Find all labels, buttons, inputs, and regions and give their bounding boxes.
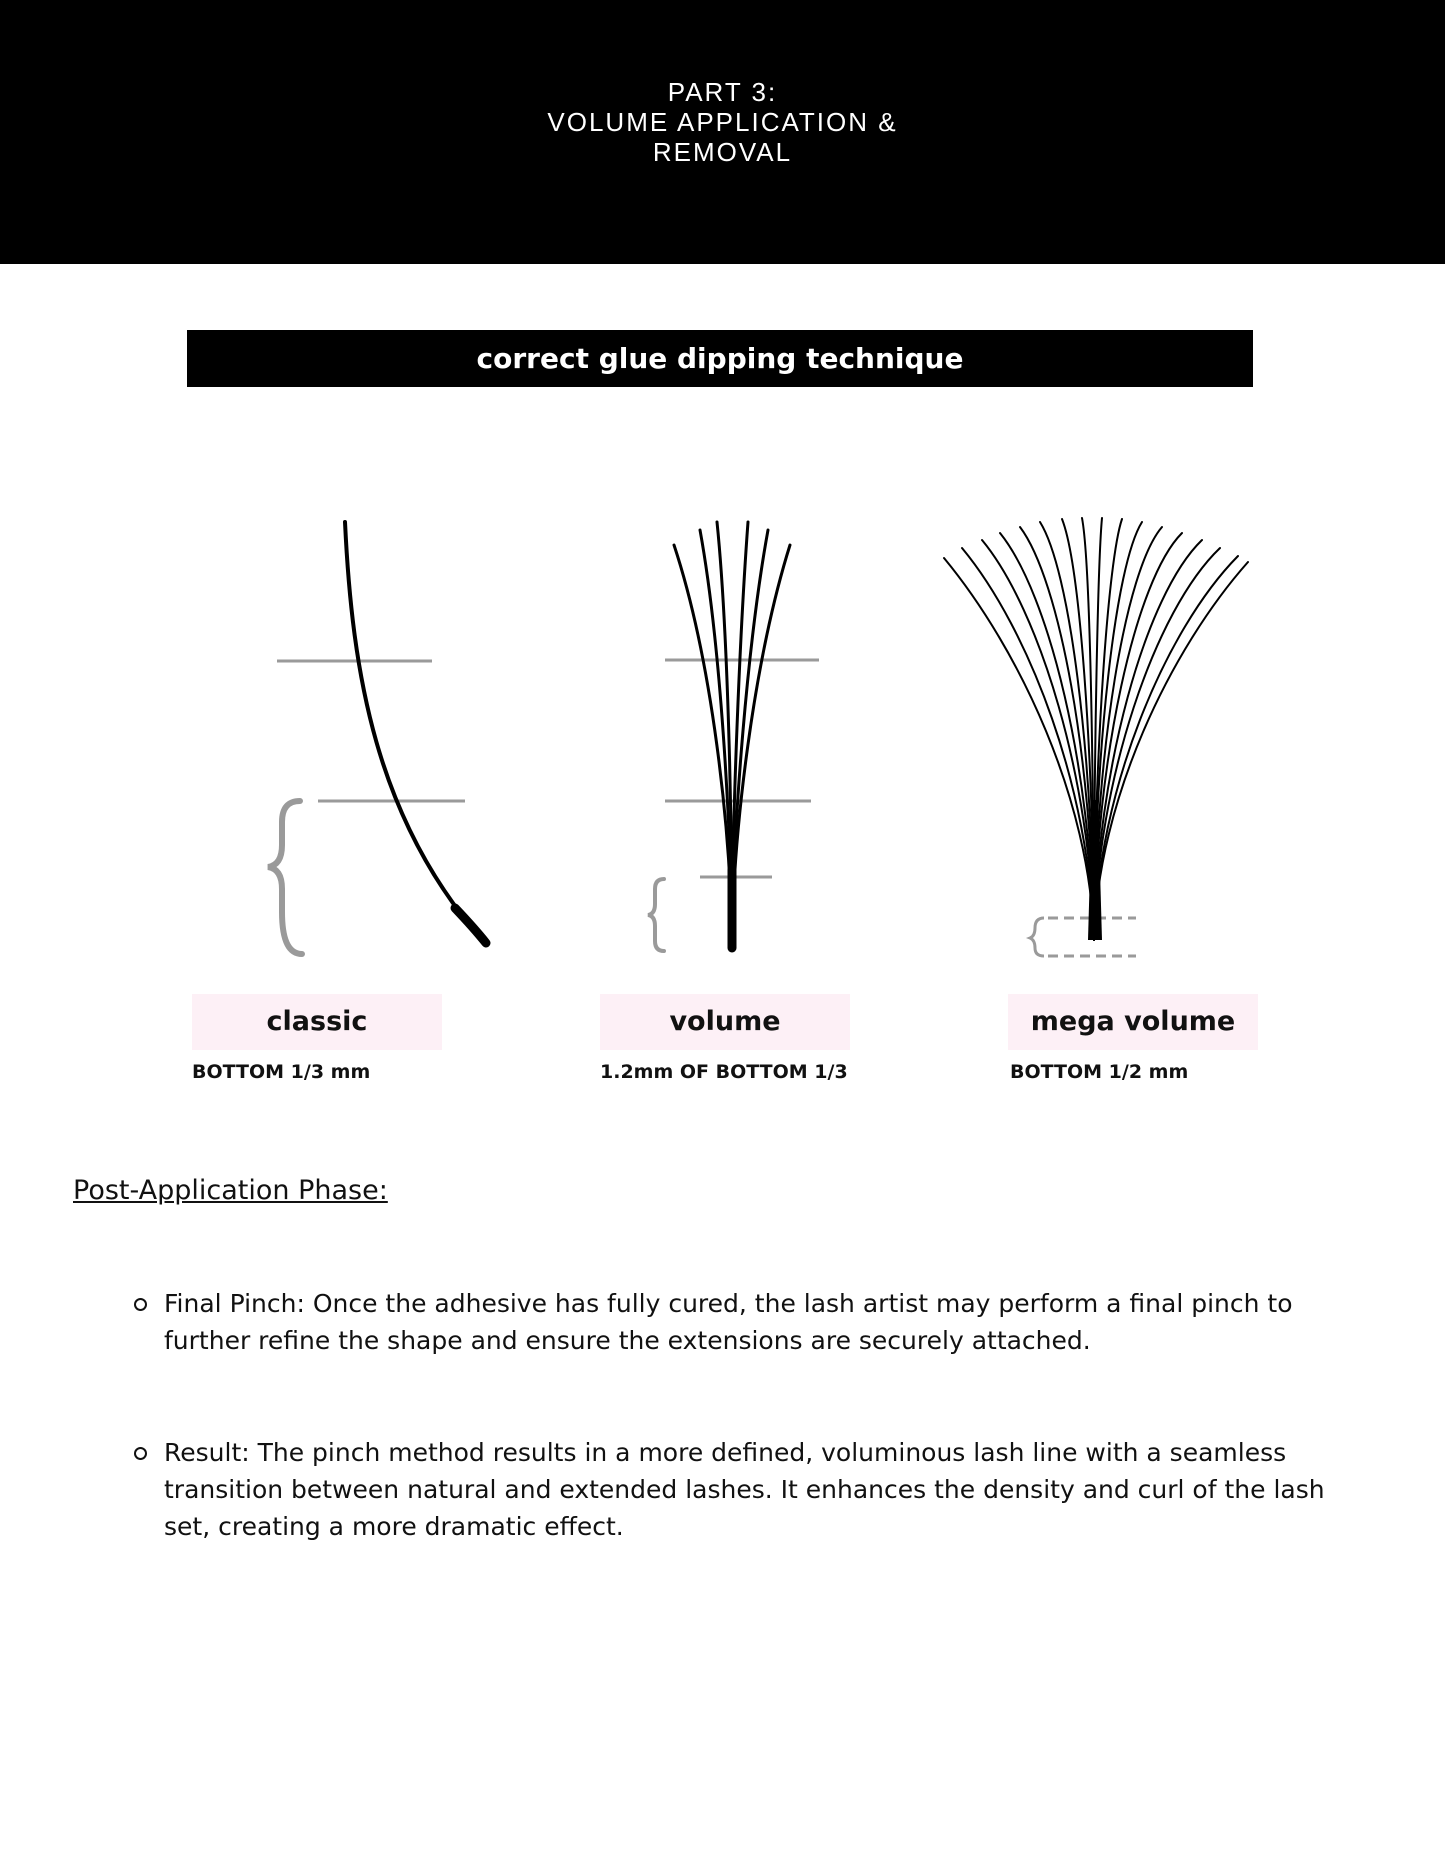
section-banner: correct glue dipping technique <box>187 330 1253 387</box>
mega-volume-bracket <box>1030 918 1044 956</box>
technique-detail-mega-volume: BOTTOM 1/2 mm <box>1010 1061 1189 1083</box>
header-title-line-1: PART 3: <box>667 77 778 107</box>
bullet-text: Result: The pinch method results in a more defined, voluminous lash line with a seamless transition between natural and extended lashes. It enhances the density and curl of the lash set, creating a more dramatic effect. <box>164 1438 1325 1541</box>
bullet-circle-icon <box>134 1447 147 1460</box>
technique-detail-volume: 1.2mm OF BOTTOM 1/3 <box>600 1061 848 1083</box>
classic-brace-icon <box>268 801 302 954</box>
volume-brace-icon <box>648 879 664 951</box>
technique-label-volume: volume <box>600 994 850 1050</box>
classic-lash-illustration <box>268 522 486 954</box>
header-title-line-3: REMOVAL <box>652 137 793 167</box>
bullet-list <box>126 1285 1366 1545</box>
lash-illustrations <box>0 500 1445 970</box>
technique-label-classic: classic <box>192 994 442 1050</box>
bullet-item <box>126 1434 1366 1545</box>
mega-volume-lash-illustration <box>944 518 1248 956</box>
bullet-circle-icon <box>134 1298 147 1311</box>
classic-lash-base <box>455 908 486 943</box>
technique-label-mega-volume: mega volume <box>1008 994 1258 1050</box>
header-title <box>0 77 1445 167</box>
bullet-item <box>126 1285 1366 1359</box>
classic-lash <box>345 522 485 943</box>
header-title-line-2: VOLUME APPLICATION & <box>547 107 898 137</box>
volume-lash-illustration <box>648 522 819 951</box>
page-header <box>0 0 1445 264</box>
bullet-text: Final Pinch: Once the adhesive has fully cured, the lash artist may perform a final pinch to further refine the shape and ensure the extensions are securely attached. <box>164 1289 1293 1355</box>
technique-detail-classic: BOTTOM 1/3 mm <box>192 1061 371 1083</box>
section-heading: Post-Application Phase: <box>73 1175 388 1206</box>
